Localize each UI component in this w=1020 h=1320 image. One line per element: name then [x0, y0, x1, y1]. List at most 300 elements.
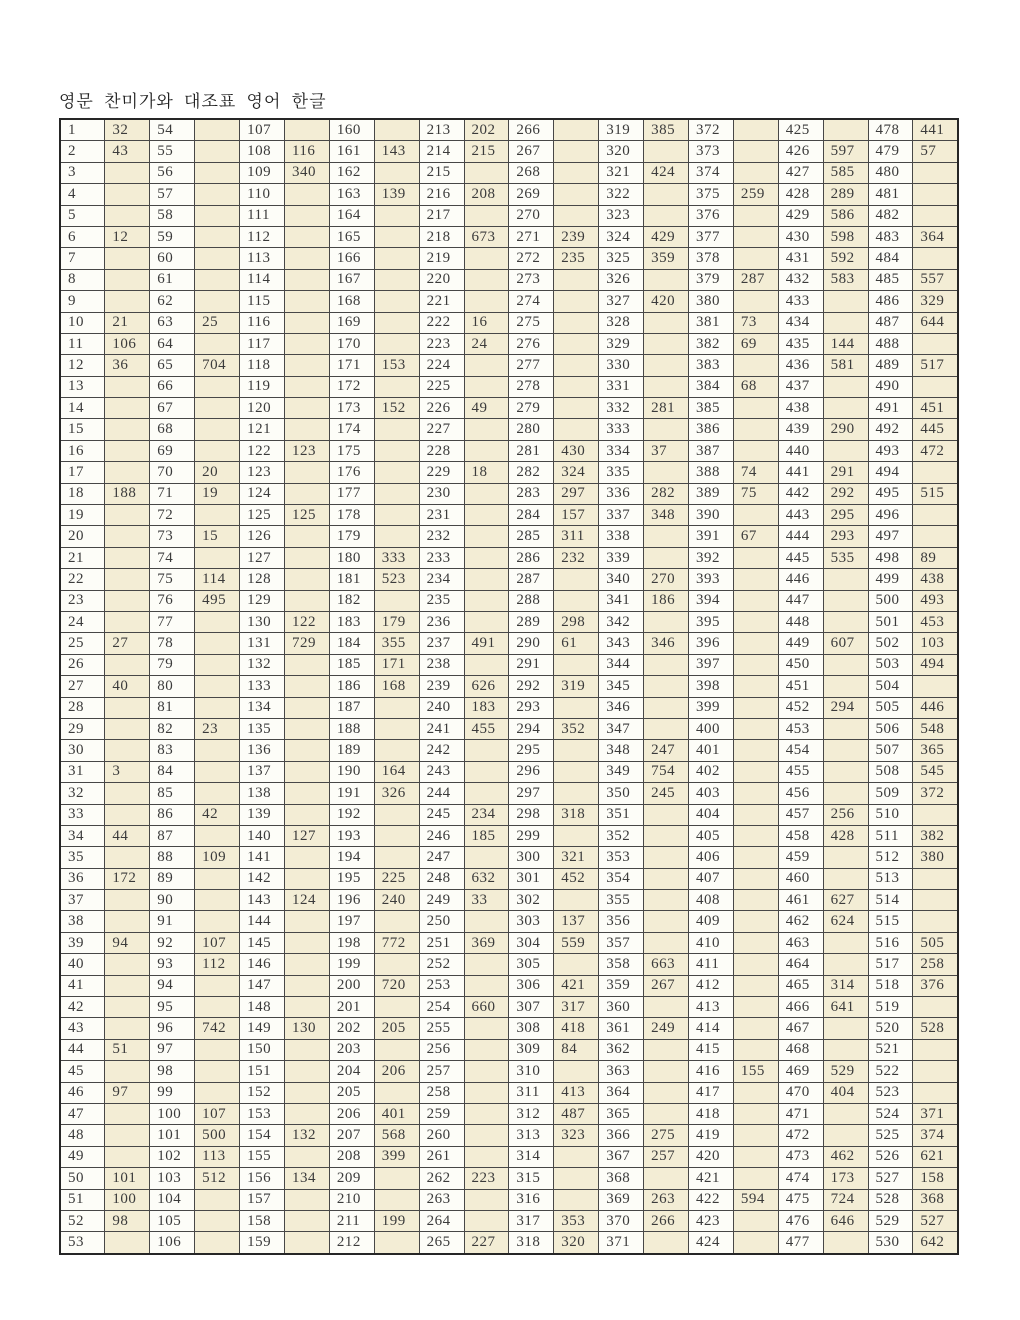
hymn-match-number-cell: 116	[284, 141, 329, 162]
hymn-number-cell: 135	[240, 718, 285, 739]
hymn-number-cell: 381	[688, 312, 733, 333]
hymn-match-number-cell	[284, 569, 329, 590]
hymn-number-cell: 384	[688, 376, 733, 397]
hymn-number-cell: 120	[240, 398, 285, 419]
hymn-match-number-cell	[374, 847, 419, 868]
hymn-match-number-cell: 352	[554, 718, 599, 739]
hymn-match-number-cell	[284, 654, 329, 675]
hymn-number-cell: 389	[688, 483, 733, 504]
hymn-match-number-cell	[284, 997, 329, 1018]
hymn-number-cell: 362	[599, 1039, 644, 1060]
hymn-match-number-cell	[374, 911, 419, 932]
hymn-number-cell: 499	[868, 569, 913, 590]
hymn-match-number-cell: 114	[195, 569, 240, 590]
hymn-number-cell: 121	[240, 419, 285, 440]
hymn-match-number-cell	[733, 355, 778, 376]
hymn-match-number-cell: 42	[195, 804, 240, 825]
hymn-number-cell: 451	[778, 676, 823, 697]
hymn-match-number-cell: 445	[913, 419, 958, 440]
table-row	[60, 718, 958, 739]
hymn-match-number-cell	[105, 590, 150, 611]
hymn-match-number-cell: 376	[913, 975, 958, 996]
hymn-number-cell: 195	[329, 868, 374, 889]
hymn-number-cell: 353	[599, 847, 644, 868]
hymn-number-cell: 89	[150, 868, 195, 889]
hymn-match-number-cell	[644, 312, 689, 333]
hymn-match-number-cell	[733, 1125, 778, 1146]
hymn-number-cell: 252	[419, 954, 464, 975]
hymn-number-cell: 65	[150, 355, 195, 376]
hymn-number-cell: 176	[329, 462, 374, 483]
hymn-number-cell: 216	[419, 184, 464, 205]
hymn-match-number-cell	[374, 419, 419, 440]
hymn-match-number-cell	[733, 569, 778, 590]
hymn-number-cell: 70	[150, 462, 195, 483]
hymn-match-number-cell	[554, 569, 599, 590]
hymn-match-number-cell: 112	[195, 954, 240, 975]
hymn-number-cell: 145	[240, 932, 285, 953]
hymn-match-number-cell: 103	[913, 633, 958, 654]
hymn-match-number-cell: 275	[644, 1125, 689, 1146]
hymn-match-number-cell	[284, 911, 329, 932]
hymn-match-number-cell: 446	[913, 697, 958, 718]
hymn-match-number-cell	[195, 1039, 240, 1060]
hymn-number-cell: 321	[599, 162, 644, 183]
hymn-number-cell: 205	[329, 1082, 374, 1103]
hymn-match-number-cell	[823, 312, 868, 333]
hymn-number-cell: 304	[509, 932, 554, 953]
hymn-match-number-cell: 130	[284, 1018, 329, 1039]
hymn-number-cell: 509	[868, 783, 913, 804]
hymn-match-number-cell: 720	[374, 975, 419, 996]
hymn-number-cell: 58	[150, 205, 195, 226]
hymn-match-number-cell: 234	[464, 804, 509, 825]
hymn-number-cell: 447	[778, 590, 823, 611]
hymn-number-cell: 188	[329, 718, 374, 739]
hymn-number-cell: 191	[329, 783, 374, 804]
hymn-match-number-cell	[644, 804, 689, 825]
hymn-match-number-cell	[733, 1018, 778, 1039]
hymn-match-number-cell	[733, 911, 778, 932]
hymn-number-cell: 225	[419, 376, 464, 397]
hymn-match-number-cell	[554, 419, 599, 440]
hymn-number-cell: 95	[150, 997, 195, 1018]
hymn-match-number-cell	[823, 119, 868, 141]
hymn-match-number-cell	[733, 1103, 778, 1124]
hymn-number-cell: 77	[150, 611, 195, 632]
hymn-match-number-cell	[464, 1103, 509, 1124]
hymn-number-cell: 435	[778, 333, 823, 354]
hymn-match-number-cell: 215	[464, 141, 509, 162]
hymn-number-cell: 248	[419, 868, 464, 889]
hymn-number-cell: 290	[509, 633, 554, 654]
hymn-number-cell: 11	[60, 333, 105, 354]
table-row	[60, 1103, 958, 1124]
hymn-match-number-cell	[823, 676, 868, 697]
hymn-match-number-cell	[195, 761, 240, 782]
hymn-number-cell: 46	[60, 1082, 105, 1103]
hymn-number-cell: 521	[868, 1039, 913, 1060]
hymn-number-cell: 149	[240, 1018, 285, 1039]
hymn-number-cell: 309	[509, 1039, 554, 1060]
hymn-number-cell: 355	[599, 890, 644, 911]
hymn-match-number-cell: 369	[464, 932, 509, 953]
hymn-number-cell: 259	[419, 1103, 464, 1124]
hymn-number-cell: 212	[329, 1232, 374, 1254]
hymn-number-cell: 185	[329, 654, 374, 675]
hymn-number-cell: 409	[688, 911, 733, 932]
hymn-match-number-cell	[823, 611, 868, 632]
hymn-match-number-cell	[284, 761, 329, 782]
hymn-number-cell: 452	[778, 697, 823, 718]
hymn-number-cell: 255	[419, 1018, 464, 1039]
hymn-match-number-cell: 355	[374, 633, 419, 654]
hymn-match-number-cell	[554, 890, 599, 911]
hymn-match-number-cell	[105, 954, 150, 975]
hymn-match-number-cell: 249	[644, 1018, 689, 1039]
hymn-match-number-cell	[823, 1232, 868, 1254]
hymn-number-cell: 123	[240, 462, 285, 483]
hymn-number-cell: 88	[150, 847, 195, 868]
hymn-number-cell: 476	[778, 1210, 823, 1231]
hymn-match-number-cell: 43	[105, 141, 150, 162]
hymn-match-number-cell	[284, 1189, 329, 1210]
hymn-number-cell: 189	[329, 740, 374, 761]
hymn-number-cell: 332	[599, 398, 644, 419]
hymn-match-number-cell: 329	[913, 291, 958, 312]
hymn-number-cell: 277	[509, 355, 554, 376]
hymn-number-cell: 94	[150, 975, 195, 996]
hymn-number-cell: 78	[150, 633, 195, 654]
hymn-match-number-cell: 143	[374, 141, 419, 162]
hymn-match-number-cell	[284, 355, 329, 376]
table-row	[60, 569, 958, 590]
hymn-number-cell: 302	[509, 890, 554, 911]
hymn-number-cell: 377	[688, 226, 733, 247]
hymn-number-cell: 39	[60, 932, 105, 953]
hymn-match-number-cell	[464, 761, 509, 782]
table-row	[60, 697, 958, 718]
hymn-number-cell: 114	[240, 269, 285, 290]
hymn-number-cell: 478	[868, 119, 913, 141]
hymn-number-cell: 169	[329, 312, 374, 333]
hymn-number-cell: 34	[60, 825, 105, 846]
hymn-number-cell: 36	[60, 868, 105, 889]
hymn-number-cell: 411	[688, 954, 733, 975]
hymn-match-number-cell: 586	[823, 205, 868, 226]
hymn-number-cell: 388	[688, 462, 733, 483]
hymn-number-cell: 487	[868, 312, 913, 333]
hymn-match-number-cell	[374, 526, 419, 547]
hymn-number-cell: 458	[778, 825, 823, 846]
hymn-match-number-cell	[733, 804, 778, 825]
hymn-match-number-cell: 61	[554, 633, 599, 654]
hymn-number-cell: 2	[60, 141, 105, 162]
hymn-match-number-cell: 157	[554, 505, 599, 526]
hymn-number-cell: 80	[150, 676, 195, 697]
hymn-number-cell: 87	[150, 825, 195, 846]
hymn-number-cell: 73	[150, 526, 195, 547]
hymn-number-cell: 432	[778, 269, 823, 290]
hymn-number-cell: 100	[150, 1103, 195, 1124]
hymn-match-number-cell	[374, 483, 419, 504]
hymn-match-number-cell	[644, 697, 689, 718]
hymn-number-cell: 108	[240, 141, 285, 162]
hymn-match-number-cell: 320	[554, 1232, 599, 1254]
hymn-match-number-cell	[823, 590, 868, 611]
hymn-match-number-cell	[195, 162, 240, 183]
hymn-number-cell: 422	[688, 1189, 733, 1210]
hymn-match-number-cell	[374, 718, 419, 739]
hymn-match-number-cell: 164	[374, 761, 419, 782]
hymn-number-cell: 13	[60, 376, 105, 397]
hymn-match-number-cell: 51	[105, 1039, 150, 1060]
hymn-match-number-cell	[374, 590, 419, 611]
hymn-number-cell: 24	[60, 611, 105, 632]
hymn-match-number-cell	[284, 1082, 329, 1103]
hymn-match-number-cell	[284, 804, 329, 825]
hymn-number-cell: 461	[778, 890, 823, 911]
hymn-match-number-cell	[284, 1210, 329, 1231]
hymn-match-number-cell	[644, 997, 689, 1018]
hymn-match-number-cell	[554, 825, 599, 846]
hymn-number-cell: 275	[509, 312, 554, 333]
hymn-number-cell: 356	[599, 911, 644, 932]
hymn-number-cell: 334	[599, 440, 644, 461]
hymn-number-cell: 371	[599, 1232, 644, 1254]
hymn-number-cell: 125	[240, 505, 285, 526]
hymn-number-cell: 215	[419, 162, 464, 183]
hymn-match-number-cell	[195, 205, 240, 226]
hymn-number-cell: 450	[778, 654, 823, 675]
hymn-match-number-cell	[913, 526, 958, 547]
hymn-number-cell: 320	[599, 141, 644, 162]
hymn-number-cell: 110	[240, 184, 285, 205]
hymn-number-cell: 52	[60, 1210, 105, 1231]
hymn-number-cell: 228	[419, 440, 464, 461]
hymn-number-cell: 208	[329, 1146, 374, 1167]
table-row	[60, 783, 958, 804]
hymn-match-number-cell	[913, 911, 958, 932]
hymn-number-cell: 127	[240, 547, 285, 568]
hymn-number-cell: 470	[778, 1082, 823, 1103]
hymn-number-cell: 267	[509, 141, 554, 162]
hymn-match-number-cell	[374, 697, 419, 718]
hymn-number-cell: 425	[778, 119, 823, 141]
hymn-number-cell: 345	[599, 676, 644, 697]
hymn-match-number-cell: 430	[554, 440, 599, 461]
hymn-number-cell: 329	[599, 333, 644, 354]
hymn-number-cell: 112	[240, 226, 285, 247]
hymn-match-number-cell	[105, 1125, 150, 1146]
table-row	[60, 611, 958, 632]
hymn-number-cell: 111	[240, 205, 285, 226]
hymn-match-number-cell: 227	[464, 1232, 509, 1254]
hymn-match-number-cell	[644, 1232, 689, 1254]
hymn-number-cell: 174	[329, 419, 374, 440]
table-row	[60, 676, 958, 697]
hymn-number-cell: 439	[778, 419, 823, 440]
hymn-match-number-cell: 663	[644, 954, 689, 975]
hymn-match-number-cell: 158	[913, 1168, 958, 1189]
hymn-number-cell: 303	[509, 911, 554, 932]
hymn-number-cell: 413	[688, 997, 733, 1018]
hymn-match-number-cell	[554, 1189, 599, 1210]
hymn-number-cell: 16	[60, 440, 105, 461]
hymn-match-number-cell: 404	[823, 1082, 868, 1103]
hymn-number-cell: 31	[60, 761, 105, 782]
hymn-number-cell: 505	[868, 697, 913, 718]
hymn-match-number-cell	[105, 526, 150, 547]
hymn-match-number-cell: 597	[823, 141, 868, 162]
hymn-match-number-cell: 487	[554, 1103, 599, 1124]
hymn-number-cell: 517	[868, 954, 913, 975]
hymn-number-cell: 146	[240, 954, 285, 975]
hymn-match-number-cell: 754	[644, 761, 689, 782]
hymn-match-number-cell	[195, 975, 240, 996]
hymn-number-cell: 279	[509, 398, 554, 419]
table-row	[60, 462, 958, 483]
hymn-number-cell: 503	[868, 654, 913, 675]
hymn-number-cell: 404	[688, 804, 733, 825]
hymn-number-cell: 132	[240, 654, 285, 675]
hymn-match-number-cell	[464, 654, 509, 675]
hymn-match-number-cell	[644, 611, 689, 632]
hymn-number-cell: 289	[509, 611, 554, 632]
hymn-number-cell: 341	[599, 590, 644, 611]
hymn-match-number-cell	[105, 740, 150, 761]
hymn-match-number-cell	[195, 547, 240, 568]
hymn-number-cell: 126	[240, 526, 285, 547]
hymn-match-number-cell: 263	[644, 1189, 689, 1210]
hymn-match-number-cell	[823, 868, 868, 889]
hymn-match-number-cell	[644, 1082, 689, 1103]
hymn-match-number-cell: 49	[464, 398, 509, 419]
hymn-number-cell: 59	[150, 226, 195, 247]
hymn-match-number-cell	[284, 783, 329, 804]
hymn-number-cell: 440	[778, 440, 823, 461]
hymn-number-cell: 522	[868, 1061, 913, 1082]
hymn-number-cell: 49	[60, 1146, 105, 1167]
hymn-match-number-cell: 36	[105, 355, 150, 376]
hymn-number-cell: 519	[868, 997, 913, 1018]
hymn-number-cell: 528	[868, 1189, 913, 1210]
hymn-match-number-cell: 89	[913, 547, 958, 568]
hymn-number-cell: 79	[150, 654, 195, 675]
hymn-match-number-cell	[464, 740, 509, 761]
hymn-number-cell: 408	[688, 890, 733, 911]
hymn-number-cell: 130	[240, 611, 285, 632]
hymn-number-cell: 419	[688, 1125, 733, 1146]
hymn-match-number-cell: 12	[105, 226, 150, 247]
hymn-number-cell: 401	[688, 740, 733, 761]
hymn-number-cell: 475	[778, 1189, 823, 1210]
hymn-number-cell: 299	[509, 825, 554, 846]
hymn-number-cell: 37	[60, 890, 105, 911]
hymn-number-cell: 1	[60, 119, 105, 141]
hymn-match-number-cell	[195, 1210, 240, 1231]
hymn-match-number-cell	[195, 633, 240, 654]
hymn-number-cell: 497	[868, 526, 913, 547]
hymn-number-cell: 200	[329, 975, 374, 996]
hymn-match-number-cell: 724	[823, 1189, 868, 1210]
hymn-number-cell: 385	[688, 398, 733, 419]
hymn-number-cell: 311	[509, 1082, 554, 1103]
hymn-number-cell: 323	[599, 205, 644, 226]
hymn-match-number-cell: 535	[823, 547, 868, 568]
hymn-number-cell: 305	[509, 954, 554, 975]
hymn-match-number-cell: 18	[464, 462, 509, 483]
hymn-match-number-cell	[464, 975, 509, 996]
hymn-match-number-cell: 624	[823, 911, 868, 932]
table-row	[60, 847, 958, 868]
hymn-match-number-cell	[105, 269, 150, 290]
hymn-match-number-cell: 282	[644, 483, 689, 504]
hymn-match-number-cell: 33	[464, 890, 509, 911]
hymn-match-number-cell	[464, 1210, 509, 1231]
hymn-match-number-cell: 704	[195, 355, 240, 376]
hymn-match-number-cell	[105, 783, 150, 804]
hymn-match-number-cell	[733, 975, 778, 996]
hymn-number-cell: 184	[329, 633, 374, 654]
hymn-number-cell: 350	[599, 783, 644, 804]
hymn-match-number-cell	[823, 740, 868, 761]
hymn-number-cell: 402	[688, 761, 733, 782]
hymn-match-number-cell: 581	[823, 355, 868, 376]
hymn-match-number-cell	[733, 1168, 778, 1189]
hymn-match-number-cell	[105, 419, 150, 440]
hymn-match-number-cell	[284, 975, 329, 996]
hymn-number-cell: 190	[329, 761, 374, 782]
hymn-match-number-cell	[195, 119, 240, 141]
hymn-match-number-cell: 371	[913, 1103, 958, 1124]
hymn-match-number-cell	[823, 783, 868, 804]
hymn-match-number-cell	[195, 419, 240, 440]
hymn-match-number-cell	[823, 376, 868, 397]
hymn-number-cell: 72	[150, 505, 195, 526]
hymn-match-number-cell: 259	[733, 184, 778, 205]
hymn-match-number-cell	[105, 1061, 150, 1082]
hymn-number-cell: 405	[688, 825, 733, 846]
hymn-match-number-cell	[733, 676, 778, 697]
hymn-match-number-cell: 660	[464, 997, 509, 1018]
hymn-match-number-cell: 529	[823, 1061, 868, 1082]
hymn-number-cell: 5	[60, 205, 105, 226]
hymn-number-cell: 352	[599, 825, 644, 846]
hymn-number-cell: 340	[599, 569, 644, 590]
hymn-number-cell: 313	[509, 1125, 554, 1146]
hymn-match-number-cell	[105, 248, 150, 269]
hymn-number-cell: 32	[60, 783, 105, 804]
hymn-number-cell: 20	[60, 526, 105, 547]
hymn-number-cell: 90	[150, 890, 195, 911]
hymn-number-cell: 292	[509, 676, 554, 697]
hymn-number-cell: 481	[868, 184, 913, 205]
hymn-number-cell: 237	[419, 633, 464, 654]
hymn-match-number-cell: 124	[284, 890, 329, 911]
hymn-number-cell: 93	[150, 954, 195, 975]
hymn-number-cell: 223	[419, 333, 464, 354]
hymn-match-number-cell: 451	[913, 398, 958, 419]
hymn-number-cell: 160	[329, 119, 374, 141]
hymn-number-cell: 116	[240, 312, 285, 333]
hymn-number-cell: 427	[778, 162, 823, 183]
hymn-number-cell: 199	[329, 954, 374, 975]
hymn-match-number-cell	[374, 462, 419, 483]
hymn-match-number-cell: 40	[105, 676, 150, 697]
hymn-number-cell: 164	[329, 205, 374, 226]
hymn-number-cell: 29	[60, 718, 105, 739]
